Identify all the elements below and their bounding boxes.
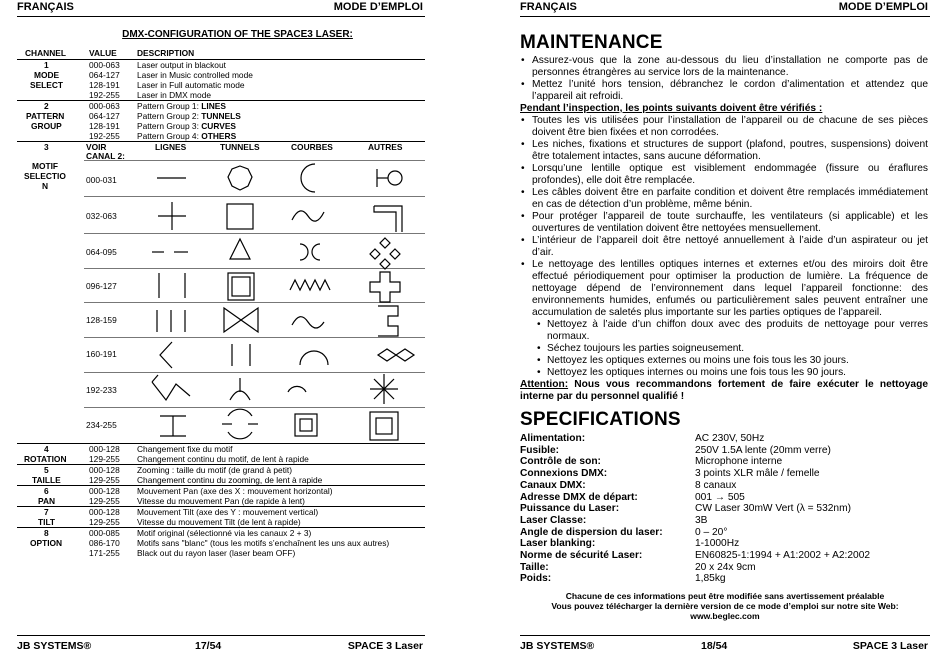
col-channel-header: CHANNEL <box>25 48 66 58</box>
value-cell: 000-063 <box>89 101 120 111</box>
footer-product: SPACE 3 Laser <box>852 640 928 652</box>
channel-8-name: OPTION <box>30 538 63 548</box>
page-header <box>17 0 425 17</box>
range-label: 192-233 <box>86 385 117 395</box>
spec-label: Adresse DMX de départ: <box>520 491 638 503</box>
channel-5-name: TAILLE <box>32 475 61 485</box>
list-item: • Mettez l’unité hors tension, débranchez le cordon d’alimentation et attendez que l’appareil ait refroidi. <box>520 79 928 103</box>
maintenance-heading: MAINTENANCE <box>520 32 663 53</box>
group-header-courbes: COURBES <box>291 142 333 152</box>
range-label: 234-255 <box>86 420 117 430</box>
spec-label: Taille: <box>520 561 549 573</box>
value-cell: 064-127 <box>89 111 120 121</box>
header-title: MODE D’EMPLOI <box>838 1 928 13</box>
spec-label: Fusible: <box>520 444 560 456</box>
value-cell: 192-255 <box>89 131 120 141</box>
spec-label: Alimentation: <box>520 433 586 444</box>
range-label: 096-127 <box>86 281 117 291</box>
value-cell: 000-128 <box>89 507 120 517</box>
arc-pattern-icon <box>301 164 315 192</box>
description-cell: Motif original (sélectionné via les canaux 2 + 3) <box>137 528 312 538</box>
description-cell: Changement continu du zooming, de lent à rapide <box>137 475 323 485</box>
specifications-list <box>520 433 930 585</box>
list-item: • Les câbles doivent être en parfaite condition et doivent être remplacés immédiatement en cas de détection d’un problème, même bénin. <box>520 187 928 211</box>
description-cell: Laser in Full automatic mode <box>137 80 245 90</box>
specifications-heading: SPECIFICATIONS <box>520 409 681 430</box>
spec-value: CW Laser 30mW Vert (λ = 532nm) <box>695 503 851 515</box>
description-cell: Vitesse du mouvement Pan (de rapide à lent) <box>137 496 305 506</box>
pattern-glyph-grid <box>140 160 430 442</box>
group-header-lignes: LIGNES <box>155 142 187 152</box>
page-number: 17/54 <box>195 640 222 652</box>
circle-pattern-icon <box>388 171 402 185</box>
header-title: MODE D’EMPLOI <box>333 1 423 13</box>
value-cell: 129-255 <box>89 475 120 485</box>
list-item: • Les niches, fixations et structures de support (plafond, poutres, suspensions) doivent être totalement intactes, sans aucune déformation. <box>520 139 928 163</box>
value-cell: 000-128 <box>89 444 120 454</box>
spec-label: Puissance du Laser: <box>520 503 620 515</box>
channel-3-number: 3 <box>44 142 49 152</box>
spec-label: Poids: <box>520 573 552 585</box>
range-label: 128-159 <box>86 315 117 325</box>
spec-label: Norme de sécurité Laser: <box>520 550 643 561</box>
col-description-header: DESCRIPTION <box>137 48 195 58</box>
value-cell: 129-255 <box>89 517 120 527</box>
spec-value: EN60825-1:1994 + A1:2002 + A2:2002 <box>695 550 871 561</box>
channel-2-name-2: GROUP <box>31 121 62 131</box>
channel-6-number: 6 <box>44 486 49 496</box>
double-diamond-pattern-icon <box>378 349 396 361</box>
nested-square-pattern-icon <box>295 414 317 436</box>
wave-pattern-icon <box>292 211 324 221</box>
zigzag-line-pattern-icon <box>152 382 190 400</box>
chevron-pattern-icon <box>160 342 172 368</box>
channel-5-number: 5 <box>44 465 49 475</box>
channel-3-name-3: N <box>42 181 49 191</box>
voir-label: VOIR <box>86 142 107 152</box>
range-label: 032-063 <box>86 211 117 221</box>
description-cell: Laser output in blackout <box>137 60 226 70</box>
range-label: 000-031 <box>86 175 117 185</box>
page-18 <box>475 0 950 654</box>
channel-1-name-2: SELECT <box>30 80 64 90</box>
description-cell: Pattern Group 1: LINES <box>137 101 226 111</box>
curve-pattern-icon <box>292 317 324 328</box>
description-cell: Changement fixe du motif <box>137 444 233 454</box>
octagon-pattern-icon <box>228 166 252 190</box>
value-cell: 086-170 <box>89 538 120 548</box>
step-pattern-icon <box>378 306 398 336</box>
triangle-pattern-icon <box>230 239 250 259</box>
description-cell: Pattern Group 2: TUNNELS <box>137 111 241 121</box>
sub-list-item: • Nettoyez les optiques internes ou moins une fois tous les 90 jours. <box>520 367 928 379</box>
page-footer <box>520 635 930 653</box>
description-cell: Black out du rayon laser (laser beam OFF) <box>137 548 296 558</box>
spec-value: 250V 1.5A lente (20mm verre) <box>695 444 831 456</box>
spec-value: 3B <box>695 514 708 526</box>
value-cell: 171-255 <box>89 548 120 558</box>
spec-label: Angle de dispersion du laser: <box>520 526 663 538</box>
spec-value: 3 points XLR mâle / femelle <box>695 468 820 480</box>
description-cell: Mouvement Pan (axe des X : mouvement horizontal) <box>137 486 333 496</box>
value-cell: 128-191 <box>89 121 120 131</box>
value-cell: 128-191 <box>89 80 120 90</box>
range-label: 160-191 <box>86 349 117 359</box>
value-cell: 000-128 <box>89 486 120 496</box>
spec-value: Microphone interne <box>695 456 783 468</box>
channel-1-number: 1 <box>44 60 49 70</box>
value-cell: 129-255 <box>89 496 120 506</box>
diamonds-pattern-icon <box>380 238 390 248</box>
arc-small-pattern-icon <box>288 386 306 392</box>
footer-brand: JB SYSTEMS® <box>520 640 595 652</box>
maintenance-section <box>520 55 928 403</box>
header-language: FRANÇAIS <box>520 1 577 13</box>
sub-list-item: • Nettoyez les optiques externes ou moins une fois tous les 30 jours. <box>520 355 928 367</box>
fork-pattern-icon <box>230 391 250 400</box>
website-link[interactable]: www.beglec.com <box>690 611 760 621</box>
list-item: • Lorsqu’une lentille optique est visiblement endommagée (fissure ou éraflures profondes), elle doit être remplacée. <box>520 163 928 187</box>
page-footer <box>17 635 425 653</box>
col-value-header: VALUE <box>89 48 117 58</box>
arch-pattern-icon <box>300 351 328 365</box>
inspection-heading: Pendant l’inspection, les points suivants doivent être vérifiés : <box>520 103 823 114</box>
bowtie-pattern-icon <box>224 308 258 332</box>
header-language: FRANÇAIS <box>17 1 74 13</box>
channel-6-name: PAN <box>38 496 56 506</box>
footer-product: SPACE 3 Laser <box>347 640 423 652</box>
channel-7-name: TILT <box>38 517 56 527</box>
group-header-tunnels: TUNNELS <box>220 142 260 152</box>
value-cell: 129-255 <box>89 454 120 464</box>
spec-value: AC 230V, 50Hz <box>695 433 765 444</box>
channel-2-number: 2 <box>44 101 49 111</box>
description-cell: Zooming : taille du motif (de grand à petit) <box>137 465 293 475</box>
description-cell: Changement continu du motif, de lent à rapide <box>137 454 309 464</box>
spec-label: Connexions DMX: <box>520 468 608 480</box>
description-cell: Mouvement Tilt (axe des Y : mouvement vertical) <box>137 507 319 517</box>
spec-value: 8 canaux <box>695 479 737 491</box>
attention-note: Attention: Nous vous recommandons fortement de faire exécuter le nettoyage interne par du personnel qualifié ! <box>520 379 928 402</box>
channel-3-name-2: SELECTIO <box>24 171 66 181</box>
footer-brand: JB SYSTEMS® <box>17 640 92 652</box>
list-item: • Toutes les vis utilisées pour l’installation de l’appareil ou de chacune de ses pièces doivent être bien fixées et non corrodées. <box>520 115 928 139</box>
description-cell: Pattern Group 3: CURVES <box>137 121 237 131</box>
channel-4-name: ROTATION <box>24 454 67 464</box>
channel-3-name: MOTIF <box>32 161 59 171</box>
value-cell: 000-085 <box>89 528 120 538</box>
spec-label: Canaux DMX: <box>520 479 586 491</box>
spec-value: 20 x 24x 9cm <box>695 561 756 573</box>
value-cell: 192-255 <box>89 90 120 100</box>
broken-circle-pattern-icon <box>228 409 252 416</box>
spec-value: 1,85kg <box>695 573 726 585</box>
corner-pattern-icon <box>374 206 402 232</box>
page-number: 18/54 <box>701 640 728 652</box>
description-cell: Motifs sans "blanc" (tous les motifs s’enchaînent les uns aux autres) <box>137 538 390 548</box>
square-pattern-icon <box>227 204 253 229</box>
value-cell: 064-127 <box>89 70 120 80</box>
spec-label: Contrôle de son: <box>520 456 601 468</box>
channel-2-name: PATTERN <box>26 111 65 121</box>
channel-1-name: MODE <box>34 70 60 80</box>
dmx-config-title: DMX-CONFIGURATION OF THE SPACE3 LASER: <box>122 29 353 40</box>
channel-7-number: 7 <box>44 507 49 517</box>
value-cell: 000-128 <box>89 465 120 475</box>
channel-4-number: 4 <box>44 444 49 454</box>
list-item: • Le nettoyage des lentilles optiques internes et externes et/ou des miroirs doit être effectué périodiquement pour optimiser la production de lumière. La fréquence de nettoyage dépend de l’environnement dans lequel l’appareil fonctionne: des environnements humides, enfumés ou particulièrement sales peuvent entraîner une accumulation de saletés plus importante sur les parties optiques de l’appareil. <box>520 259 928 319</box>
description-cell: Pattern Group 4: OTHERS <box>137 131 237 141</box>
description-cell: Laser in Music controlled mode <box>137 70 253 80</box>
spec-value: 0 – 20° <box>695 526 728 538</box>
plus-outline-pattern-icon <box>370 272 400 302</box>
sub-list-item: • Séchez toujours les parties soigneusement. <box>520 343 928 355</box>
spec-value: 001 → 505 <box>695 491 745 503</box>
disclaimer-note: Chacune de ces informations peut être modifiée sans avertissement préalable <box>565 591 885 601</box>
download-note: Vous pouvez télécharger la dernière version de ce mode d’emploi sur notre site Web: <box>551 601 899 611</box>
list-item: • L’intérieur de l’appareil doit être nettoyé annuellement à l’aide d’un aspirateur ou jet d’air. <box>520 235 928 259</box>
brackets-pattern-icon <box>300 244 308 260</box>
zigzag-pattern-icon <box>290 280 330 290</box>
range-label: 064-095 <box>86 247 117 257</box>
spec-label: Laser blanking: <box>520 538 596 550</box>
canal-label: CANAL 2: <box>86 151 125 161</box>
sub-list-item: • Nettoyez à l’aide d’un chiffon doux avec des produits de nettoyage pour verres normaux. <box>520 319 928 343</box>
description-cell: Laser in DMX mode <box>137 90 212 100</box>
list-item: • Pour protéger l’appareil de toute surchauffe, les ventilateurs (si applicable) et les ouvertures de ventilation doivent être nettoyées mensuellement. <box>520 211 928 235</box>
spec-value: 1-1000Hz <box>695 538 740 550</box>
list-item: • Assurez-vous que la zone au-dessous du lieu d’installation ne comporte pas de personnes étrangères au service lors de la maintenance. <box>520 55 928 79</box>
page-header <box>520 0 930 17</box>
description-cell: Vitesse du mouvement Tilt (de lent à rapide) <box>137 517 301 527</box>
nested-square-pattern-icon <box>370 412 398 440</box>
group-header-autres: AUTRES <box>368 142 403 152</box>
channel-8-number: 8 <box>44 528 49 538</box>
value-cell: 000-063 <box>89 60 120 70</box>
spec-label: Laser Classe: <box>520 514 587 526</box>
